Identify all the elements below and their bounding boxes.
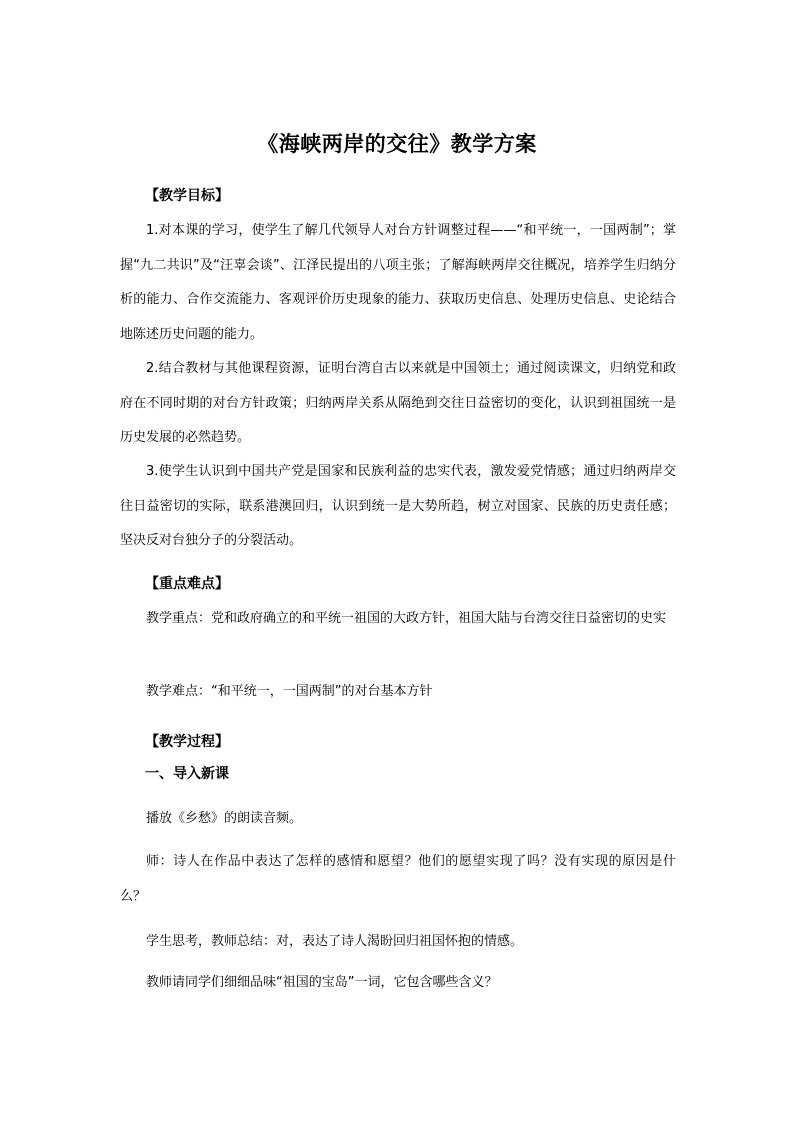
goal-item-3: 3.使学生认识到中国共产党是国家和民族利益的忠实代表，激发爱党情感；通过归纳两岸交往日益密切的实际，联系港澳回归，认识到统一是大势所趋，树立对国家、民族的历史责任感；坚决反对台独分子的分裂活动。 <box>120 464 676 548</box>
process-paragraph-3: 学生思考，教师总结：对，表达了诗人渴盼回归祖国怀抱的情感。 <box>146 934 524 949</box>
process-paragraph-2: 师：诗人在作品中表达了怎样的感情和愿望？他们的愿望实现了吗？没有实现的原因是什么？ <box>120 854 676 904</box>
process-paragraph-1: 播放《乡愁》的朗读音频。 <box>146 811 303 826</box>
goal-item-2: 2.结合教材与其他课程资源，证明台湾自古以来就是中国领土；通过阅读课文，归纳党和政府在不同时期的对台方针政策；归纳两岸关系从隔绝到交往日益密切的变化，认识到祖国统一是历史发展的必然趋势。 <box>120 361 676 445</box>
goal-item-1: 1.对本课的学习，使学生了解几代领导人对台方针调整过程——“和平统一，一国两制”；掌握“九二共识”及“汪辜会谈”、江泽民提出的八项主张；了解海峡两岸交往概况，培养学生归纳分析的能力、合作交流能力、客观评价历史现象的能力、获取历史信息、处理历史信息、史论结合地陈述历史问题的能力。 <box>120 223 676 342</box>
teaching-difficulty: 教学难点：“和平统一，一国两制”的对台基本方针 <box>146 684 433 699</box>
section-heading-process: 【教学过程】 <box>145 734 229 750</box>
process-paragraph-4: 教师请同学们细细品味“祖国的宝岛”一词，它包含哪些含义？ <box>146 975 498 990</box>
document-title: 《海峡两岸的交往》教学方案 <box>257 131 537 156</box>
process-subheading-intro: 一、导入新课 <box>145 766 229 782</box>
section-heading-goals: 【教学目标】 <box>145 188 229 204</box>
teaching-focus: 教学重点：党和政府确立的和平统一祖国的大政方针，祖国大陆与台湾交往日益密切的史实 <box>146 611 667 626</box>
section-heading-key-points: 【重点难点】 <box>145 576 229 592</box>
